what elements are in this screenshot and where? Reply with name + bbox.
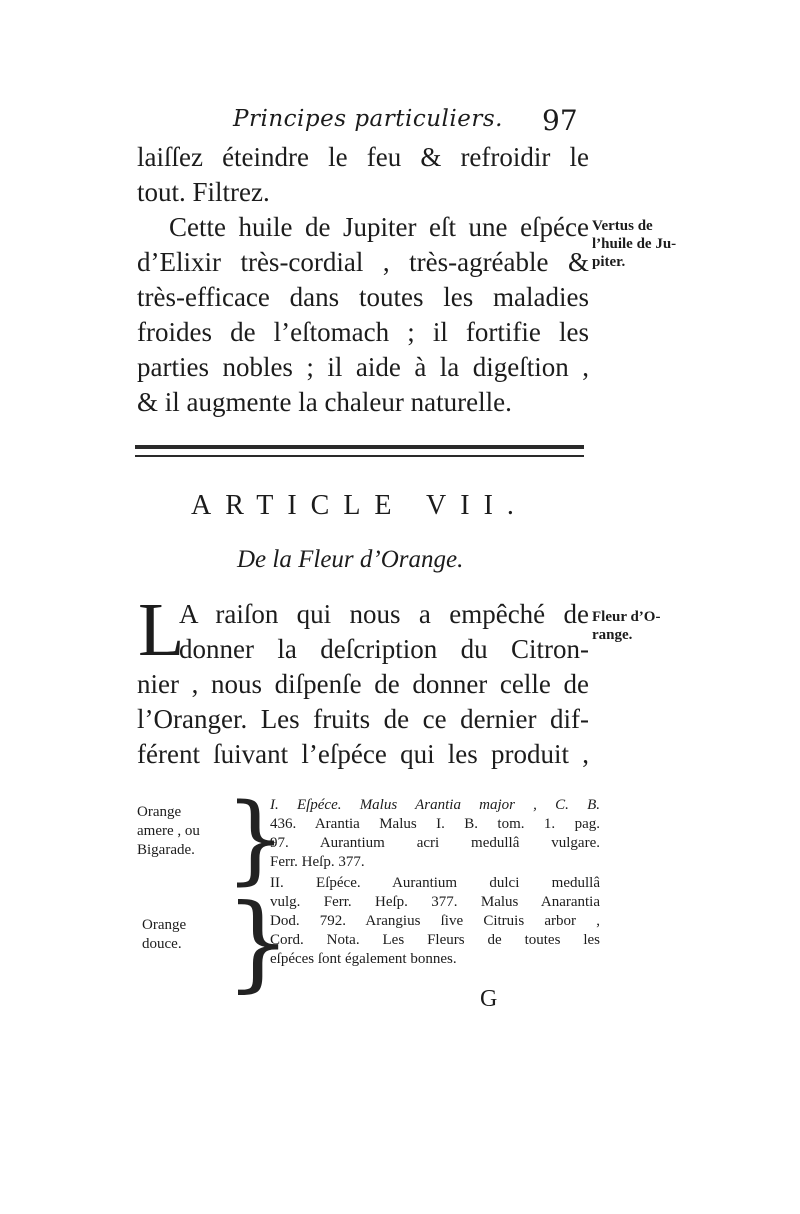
text-line: laiſſez éteindre le feu & refroidir le — [137, 142, 589, 172]
species-description-2 — [270, 874, 600, 969]
species-description-1 — [270, 796, 600, 872]
species-text-line: I. Eſpéce. Malus Arantia major , C. B. — [270, 797, 600, 813]
text-line: nier , nous diſpenſe de donner celle de — [137, 669, 589, 699]
section-subtitle: De la Fleur d’Orange. — [237, 546, 464, 573]
species-text-line: 436. Arantia Malus I. B. tom. 1. pag. — [270, 816, 600, 832]
drop-cap: L — [138, 588, 185, 672]
text-line: A raiſon qui nous a empêché de — [179, 599, 589, 629]
page-number: 97 — [542, 104, 578, 137]
text-line: parties nobles ; il aide à la digeſtion , — [137, 352, 589, 382]
species-label-line: Orange — [137, 804, 182, 820]
margin-note-line: Fleur d’O- — [592, 609, 661, 625]
text-line: Cette huile de Jupiter eſt une eſpéce — [169, 212, 589, 242]
margin-note-virtues — [592, 217, 684, 271]
text-line: donner la deſcription du Citron- — [179, 634, 589, 664]
text-line: l’Oranger. Les fruits de ce dernier dif- — [137, 704, 589, 734]
brace-symbol: } — [225, 783, 287, 895]
species-label-line: Orange — [142, 917, 187, 933]
running-head: Principes particuliers. — [233, 106, 503, 132]
ornamental-rule-thin — [135, 455, 584, 457]
margin-note-line: range. — [592, 627, 633, 643]
species-text-line: 97. Aurantium acri medullâ vulgare. — [270, 835, 600, 851]
paragraph-jupiter-oil — [137, 140, 589, 420]
species-text-line: vulg. Ferr. Heſp. 377. Malus Anarantia — [270, 894, 600, 910]
species-text-line: Dod. 792. Arangius ſive Citruis arbor , — [270, 913, 600, 929]
margin-note-line: piter. — [592, 254, 626, 270]
text-line: très-efficace dans toutes les maladies — [137, 282, 589, 312]
species-text-line: Cord. Nota. Les Fleurs de toutes les — [270, 932, 600, 948]
paragraph-orange-flower — [137, 597, 589, 772]
article-heading: ARTICLE VII. — [191, 490, 528, 521]
brace-symbol: } — [225, 881, 292, 1003]
ornamental-rule-thick — [135, 445, 584, 449]
text-line: d’Elixir très-cordial , très-agréable & — [137, 247, 589, 277]
text-line: & il augmente la chaleur naturelle. — [137, 387, 512, 417]
text-line: férent ſuivant l’eſpéce qui les produit , — [137, 739, 589, 769]
margin-note-line: Vertus de — [592, 218, 653, 234]
margin-note-orange-flower — [592, 608, 692, 644]
text-line: tout. Filtrez. — [137, 177, 270, 207]
species-text-line — [270, 796, 600, 815]
species-label-sweet-orange — [142, 916, 222, 954]
species-text-line: eſpéces ſont également bonnes. — [270, 951, 457, 967]
signature-mark: G — [480, 986, 498, 1012]
text-line: froides de l’eſtomach ; il fortifie les — [137, 317, 589, 347]
species-label-line: Bigarade. — [137, 842, 195, 858]
species-label-bitter-orange — [137, 803, 227, 860]
species-label-line: amere , ou — [137, 823, 200, 839]
species-text-line: II. Eſpéce. Aurantium dulci medullâ — [270, 875, 600, 891]
species-label-line: douce. — [142, 936, 182, 952]
species-text-line: Ferr. Heſp. 377. — [270, 854, 365, 870]
margin-note-line: l’huile de Ju- — [592, 236, 677, 252]
